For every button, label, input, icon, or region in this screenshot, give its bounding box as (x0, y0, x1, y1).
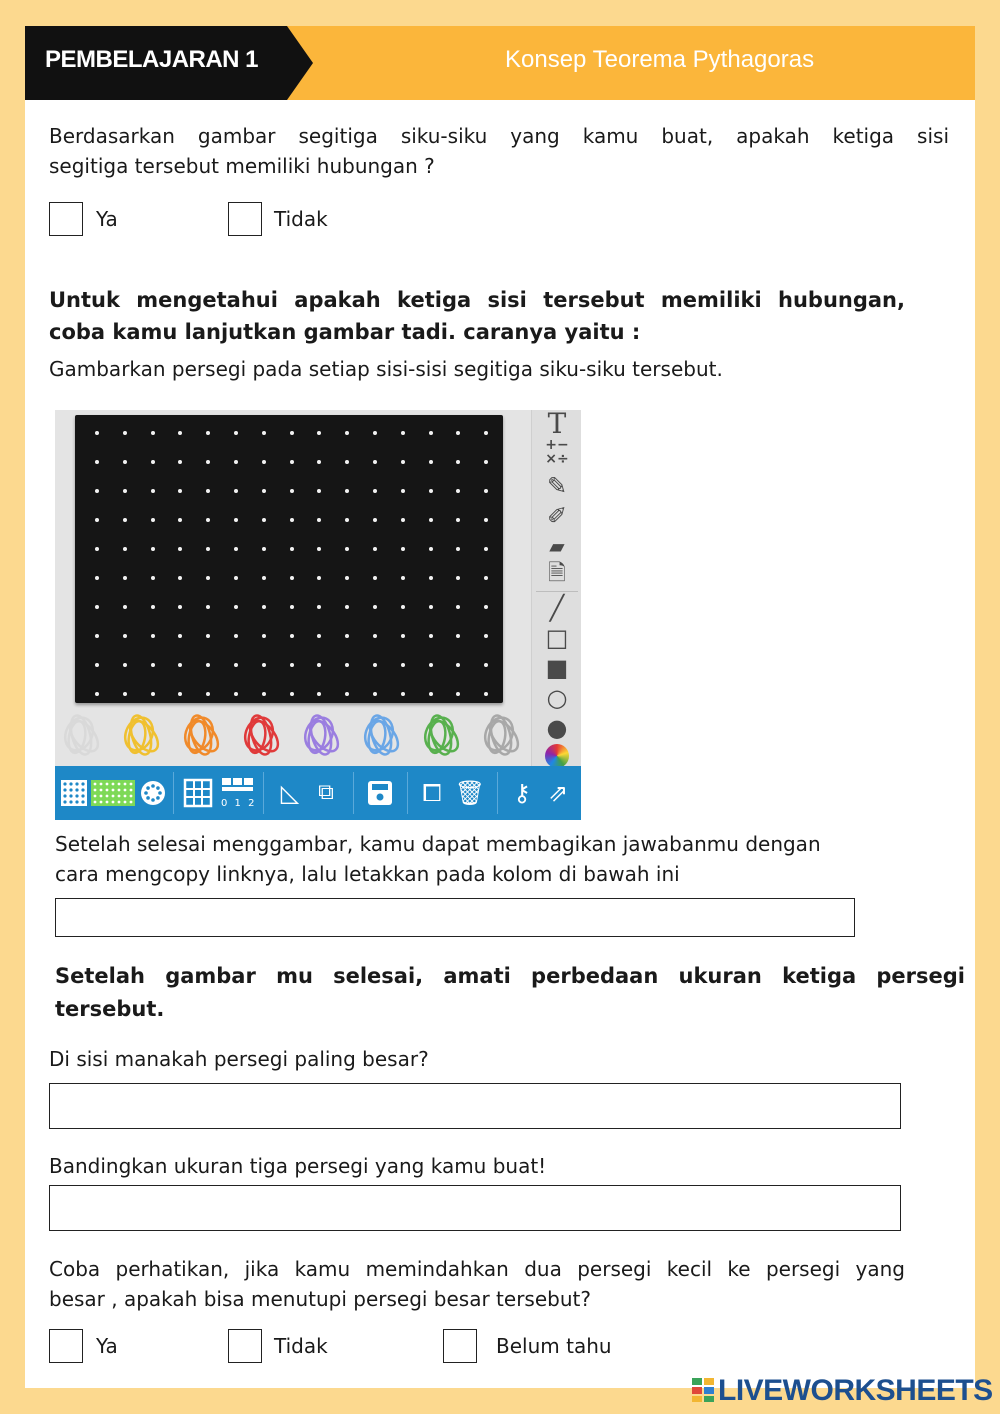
geoboard-peg[interactable] (151, 634, 155, 638)
grid-icon[interactable] (183, 778, 213, 808)
geoboard-peg[interactable] (484, 489, 488, 493)
circle-icon[interactable]: ○ (546, 684, 568, 712)
q1-checkbox-tidak[interactable] (228, 202, 262, 236)
geoboard-peg[interactable] (95, 460, 99, 464)
geoboard-peg[interactable] (151, 663, 155, 667)
geoboard-peg[interactable] (234, 547, 238, 551)
geoboard-peg[interactable] (456, 605, 460, 609)
instruction-bold-line2: coba kamu lanjutkan gambar tadi. caranya yaitu : (49, 320, 641, 344)
geoboard-peg[interactable] (484, 576, 488, 580)
q3-text: Bandingkan ukuran tiga persegi yang kamu buat! (49, 1154, 547, 1178)
geoboard-peg[interactable] (456, 460, 460, 464)
toolbar-separator (353, 772, 354, 814)
header-bar (25, 26, 975, 100)
q1-label-tidak: Tidak (274, 207, 328, 231)
geoboard-peg[interactable] (262, 576, 266, 580)
save-icon[interactable] (367, 780, 393, 806)
worksheet-page (25, 26, 975, 1388)
geoboard-peg[interactable] (178, 605, 182, 609)
rubber-band-pile[interactable] (419, 712, 463, 758)
geoboard-peg[interactable] (345, 460, 349, 464)
instruction-step: Gambarkan persegi pada setiap sisi-sisi segitiga siku-siku tersebut. (49, 357, 723, 381)
geoboard-peg[interactable] (373, 663, 377, 667)
geoboard-peg[interactable] (429, 663, 433, 667)
q1-line2: segitiga tersebut memiliki hubungan ? (49, 154, 435, 178)
q1-line1: Berdasarkan gambar segitiga siku-siku yang kamu buat, apakah ketiga sisi (49, 124, 949, 148)
geoboard-peg[interactable] (429, 460, 433, 464)
geoboard-peg[interactable] (429, 431, 433, 435)
q4-line2: besar , apakah bisa menutupi persegi besar tersebut? (49, 1287, 591, 1311)
geoboard-peg[interactable] (317, 692, 321, 696)
geoboard-peg[interactable] (123, 489, 127, 493)
geoboard-peg[interactable] (317, 518, 321, 522)
geoboard-peg[interactable] (484, 460, 488, 464)
rubber-band-pile[interactable] (179, 712, 223, 758)
q2-text: Di sisi manakah persegi paling besar? (49, 1047, 429, 1071)
geoboard-peg[interactable] (95, 489, 99, 493)
q3-answer-input[interactable] (49, 1185, 901, 1231)
link-answer-input[interactable] (55, 898, 855, 937)
lesson-tag-label: PEMBELAJARAN 1 (45, 46, 259, 73)
geoboard-peg[interactable] (234, 518, 238, 522)
geoboard-peg[interactable] (373, 634, 377, 638)
bottom-toolbar (55, 766, 581, 820)
geoboard-peg[interactable] (484, 605, 488, 609)
geoboard-peg[interactable] (123, 547, 127, 551)
geoboard-peg[interactable] (262, 692, 266, 696)
geoboard-peg[interactable] (345, 605, 349, 609)
geoboard-peg[interactable] (290, 663, 294, 667)
geoboard-peg[interactable] (151, 518, 155, 522)
geoboard-peg[interactable] (262, 460, 266, 464)
geoboard-peg[interactable] (178, 431, 182, 435)
eraser-icon[interactable]: ▰ (549, 534, 565, 558)
geoboard-peg[interactable] (317, 663, 321, 667)
geoboard-peg[interactable] (206, 431, 210, 435)
geoboard-peg[interactable] (373, 518, 377, 522)
geoboard-peg[interactable] (456, 576, 460, 580)
geoboard-peg[interactable] (401, 460, 405, 464)
geoboard-peg[interactable] (373, 460, 377, 464)
rubber-band-pile[interactable] (359, 712, 403, 758)
share-line1: Setelah selesai menggambar, kamu dapat membagikan jawabanmu dengan (55, 832, 821, 856)
geoboard-peg[interactable] (456, 692, 460, 696)
geoboard-peg[interactable] (429, 576, 433, 580)
q4-checkbox-belum-tahu[interactable] (443, 1329, 477, 1363)
toolbar-separator (407, 772, 408, 814)
geoboard-peg[interactable] (429, 489, 433, 493)
geoboard-peg[interactable] (317, 547, 321, 551)
geoboard-peg[interactable] (345, 489, 349, 493)
geoboard-app[interactable] (55, 410, 581, 820)
geoboard-peg[interactable] (95, 431, 99, 435)
geoboard-peg[interactable] (345, 431, 349, 435)
geoboard-peg[interactable] (373, 547, 377, 551)
geoboard-peg[interactable] (206, 518, 210, 522)
geoboard-area (55, 410, 531, 766)
geoboard-peg[interactable] (484, 518, 488, 522)
geoboard-peg[interactable] (206, 547, 210, 551)
geoboard-peg[interactable] (178, 547, 182, 551)
instruction-bold-line1: Untuk mengetahui apakah ketiga sisi tersebut memiliki hubungan, (49, 288, 905, 312)
geoboard-peg[interactable] (429, 692, 433, 696)
toolbar-separator (497, 772, 498, 814)
geoboard-peg[interactable] (373, 692, 377, 696)
geoboard-peg[interactable] (123, 692, 127, 696)
q4-label-ya: Ya (96, 1334, 118, 1358)
geoboard-peg[interactable] (95, 547, 99, 551)
triangle-ruler-icon[interactable]: ◺ (280, 779, 300, 807)
geoboard-peg[interactable] (345, 692, 349, 696)
geoboard-peg[interactable] (373, 431, 377, 435)
share-line2: cara mengcopy linknya, lalu letakkan pada kolom di bawah ini (55, 862, 680, 886)
geoboard-peg[interactable] (262, 605, 266, 609)
toolbar-separator (263, 772, 264, 814)
geoboard-peg[interactable] (401, 489, 405, 493)
geoboard-peg[interactable] (123, 634, 127, 638)
geoboard-peg[interactable] (290, 431, 294, 435)
rubber-band-pile[interactable] (119, 712, 163, 758)
geoboard-peg[interactable] (456, 547, 460, 551)
geoboard-peg[interactable] (262, 547, 266, 551)
rubber-band-pile[interactable] (239, 712, 283, 758)
geoboard-peg[interactable] (95, 663, 99, 667)
geoboard-peg[interactable] (178, 576, 182, 580)
q4-checkbox-ya[interactable] (49, 1329, 83, 1363)
geoboard-peg[interactable] (429, 547, 433, 551)
geoboard-peg[interactable] (206, 489, 210, 493)
geoboard-peg[interactable] (151, 605, 155, 609)
geoboard-peg[interactable] (484, 634, 488, 638)
color-wheel-icon[interactable] (545, 744, 569, 768)
geoboard-peg[interactable] (429, 518, 433, 522)
geoboard-peg[interactable] (290, 518, 294, 522)
geoboard-peg[interactable] (123, 605, 127, 609)
geoboard-peg[interactable] (290, 576, 294, 580)
q2-answer-input[interactable] (49, 1083, 901, 1129)
geoboard-peg[interactable] (234, 431, 238, 435)
geoboard-peg[interactable] (234, 460, 238, 464)
rubber-band-pile[interactable] (479, 712, 523, 758)
geoboard-peg[interactable] (456, 489, 460, 493)
geoboard-peg[interactable] (206, 460, 210, 464)
q4-label-tidak: Tidak (274, 1334, 328, 1358)
q1-checkbox-ya[interactable] (49, 202, 83, 236)
geoboard-peg[interactable] (345, 547, 349, 551)
geoboard-peg[interactable] (95, 576, 99, 580)
geoboard-peg[interactable] (123, 460, 127, 464)
geoboard-peg[interactable] (123, 663, 127, 667)
q1-label-ya: Ya (96, 207, 118, 231)
geoboard-peg[interactable] (206, 663, 210, 667)
liveworksheets-logo-icon (692, 1378, 714, 1402)
geoboard-peg[interactable] (206, 634, 210, 638)
geoboard-peg[interactable] (95, 634, 99, 638)
geoboard-peg[interactable] (178, 692, 182, 696)
geoboard-peg[interactable] (262, 634, 266, 638)
rubber-band-pile[interactable] (59, 712, 103, 758)
geoboard-peg[interactable] (290, 605, 294, 609)
q4-line1: Coba perhatikan, jika kamu memindahkan dua persegi kecil ke persegi yang (49, 1257, 905, 1281)
geoboard-peg[interactable] (123, 518, 127, 522)
geoboard[interactable] (75, 415, 503, 703)
q4-checkbox-tidak[interactable] (228, 1329, 262, 1363)
geoboard-peg[interactable] (290, 634, 294, 638)
geoboard-peg[interactable] (178, 634, 182, 638)
geoboard-peg[interactable] (345, 663, 349, 667)
geoboard-peg[interactable] (401, 605, 405, 609)
geoboard-peg[interactable] (373, 489, 377, 493)
share-icon[interactable]: ⇗ (547, 779, 569, 807)
geoboard-peg[interactable] (317, 489, 321, 493)
math-ops-icon[interactable]: +− ×÷ (545, 437, 569, 467)
geoboard-peg[interactable] (151, 692, 155, 696)
trash-icon[interactable]: 🗑 (454, 779, 486, 807)
observe-bold-line1: Setelah gambar mu selesai, amati perbedaan ukuran ketiga persegi (55, 964, 965, 988)
geoboard-peg[interactable] (290, 692, 294, 696)
geoboard-peg[interactable] (317, 605, 321, 609)
geoboard-peg[interactable] (429, 634, 433, 638)
geoboard-peg[interactable] (234, 634, 238, 638)
geoboard-peg[interactable] (373, 576, 377, 580)
geoboard-peg[interactable] (373, 605, 377, 609)
toolbar-divider (536, 591, 578, 592)
geoboard-peg[interactable] (151, 431, 155, 435)
geoboard-peg[interactable] (123, 431, 127, 435)
geoboard-peg[interactable] (234, 576, 238, 580)
geoboard-peg[interactable] (317, 634, 321, 638)
liveworksheets-logo: LIVEWORKSHEETS (718, 1374, 993, 1407)
board-type-icons[interactable] (61, 778, 171, 808)
observe-bold-line2: tersebut. (55, 997, 165, 1021)
geoboard-peg[interactable] (290, 489, 294, 493)
geoboard-peg[interactable] (484, 663, 488, 667)
key-icon[interactable]: ⚷ (513, 779, 531, 807)
geoboard-peg[interactable] (123, 576, 127, 580)
geoboard-peg[interactable] (151, 489, 155, 493)
geoboard-peg[interactable] (401, 634, 405, 638)
text-tool-icon[interactable]: T (547, 410, 567, 440)
geoboard-peg[interactable] (484, 431, 488, 435)
geoboard-peg[interactable] (290, 547, 294, 551)
number-line-label: 0 1 2 (221, 798, 257, 809)
geoboard-peg[interactable] (95, 605, 99, 609)
geoboard-peg[interactable] (317, 460, 321, 464)
geoboard-peg[interactable] (345, 518, 349, 522)
geoboard-peg[interactable] (151, 576, 155, 580)
geoboard-peg[interactable] (456, 431, 460, 435)
geoboard-peg[interactable] (95, 692, 99, 696)
geoboard-peg[interactable] (178, 489, 182, 493)
geoboard-peg[interactable] (484, 692, 488, 696)
note-icon[interactable]: 🗎 (548, 561, 566, 586)
geoboard-peg[interactable] (317, 576, 321, 580)
page-title: Konsep Teorema Pythagoras (505, 46, 815, 73)
geoboard-peg[interactable] (178, 663, 182, 667)
geoboard-peg[interactable] (178, 518, 182, 522)
geoboard-peg[interactable] (262, 431, 266, 435)
geoboard-peg[interactable] (234, 692, 238, 696)
geoboard-peg[interactable] (234, 663, 238, 667)
geoboard-peg[interactable] (290, 460, 294, 464)
geoboard-peg[interactable] (234, 489, 238, 493)
geoboard-peg[interactable] (95, 518, 99, 522)
geoboard-peg[interactable] (234, 605, 238, 609)
geoboard-peg[interactable] (178, 460, 182, 464)
geoboard-peg[interactable] (456, 634, 460, 638)
drawing-toolbar (531, 410, 581, 766)
pen-icon[interactable]: ✎ (546, 472, 568, 500)
geoboard-peg[interactable] (401, 431, 405, 435)
geoboard-peg[interactable] (262, 663, 266, 667)
geoboard-peg[interactable] (206, 576, 210, 580)
geoboard-peg[interactable] (262, 489, 266, 493)
geoboard-peg[interactable] (401, 576, 405, 580)
geoboard-peg[interactable] (456, 518, 460, 522)
flip-drop-icon[interactable]: ⧉ (318, 780, 334, 805)
geoboard-peg[interactable] (206, 692, 210, 696)
filled-circle-icon[interactable]: ● (546, 714, 568, 742)
number-line-icon[interactable] (221, 776, 255, 796)
geoboard-peg[interactable] (151, 547, 155, 551)
geoboard-peg[interactable] (345, 634, 349, 638)
geoboard-peg[interactable] (401, 547, 405, 551)
geoboard-peg[interactable] (206, 605, 210, 609)
rubber-band-pile[interactable] (299, 712, 343, 758)
geoboard-peg[interactable] (484, 547, 488, 551)
duplicate-icon[interactable]: ⧠ (422, 779, 442, 807)
geoboard-peg[interactable] (429, 605, 433, 609)
geoboard-peg[interactable] (401, 518, 405, 522)
rectangle-icon[interactable]: □ (545, 624, 569, 652)
toolbar-separator (173, 772, 174, 814)
q4-label-belum-tahu: Belum tahu (496, 1334, 612, 1358)
highlighter-icon[interactable]: ✐ (546, 502, 568, 530)
geoboard-peg[interactable] (401, 692, 405, 696)
filled-rectangle-icon[interactable]: ■ (545, 654, 569, 682)
geoboard-peg[interactable] (401, 663, 405, 667)
geoboard-peg[interactable] (345, 576, 349, 580)
line-icon[interactable]: ╱ (549, 594, 565, 622)
geoboard-peg[interactable] (262, 518, 266, 522)
geoboard-peg[interactable] (151, 460, 155, 464)
geoboard-peg[interactable] (456, 663, 460, 667)
geoboard-peg[interactable] (317, 431, 321, 435)
lesson-tag-arrow (287, 26, 313, 100)
